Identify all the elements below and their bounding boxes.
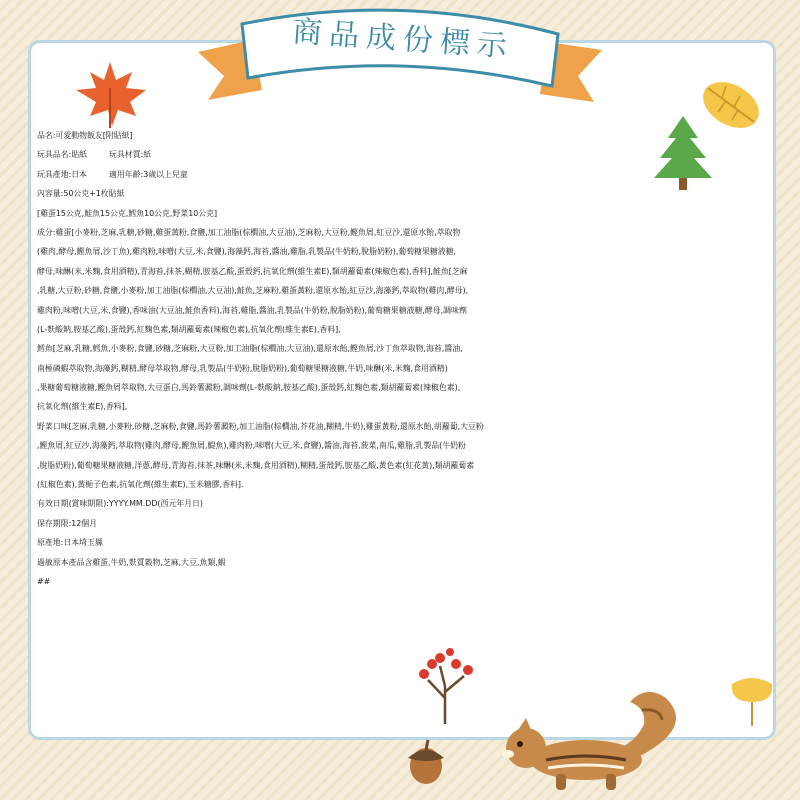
toy-material: 玩具材質:紙 xyxy=(109,150,152,160)
toy-name: 玩具品名:貼紙 xyxy=(37,150,88,160)
ingredient-label xyxy=(37,126,777,591)
content-breakdown: [雞蛋15公克,鮭魚15公克,鱈魚10公克,野菜10公克] xyxy=(37,208,218,218)
expiry-date: 有效日期(賞味期限):YYYY.MM.DD(西元年月日) xyxy=(37,499,204,509)
ingredient-line: 酵母,味醂(米,米麴,食用酒精),青海苔,抹茶,糊精,胺基乙酸,蛋殼鈣,抗氧化劑(維生素E),類胡蘿蔔素(辣椒色素),香料],鮭魚[芝麻 xyxy=(37,266,468,276)
origin-age-row xyxy=(37,165,777,184)
ginkgo-leaf-icon xyxy=(724,672,780,728)
ingredient-line: 鱈魚[芝麻,乳糖,鱈魚,小麥粉,食鹽,砂糖,芝麻粉,大豆粉,加工油脂(棕櫚油,大豆油),還原水飴,鰹魚屑,沙丁魚萃取物,海苔,醬油, xyxy=(37,344,463,354)
ingredient-line: 野菜口味[芝麻,乳糖,小麥粉,砂糖,芝麻粉,食鹽,馬鈴薯澱粉,加工油脂(棕櫚油,芥花油,糊精,牛奶),雞蛋黃粉,還原水飴,胡蘿蔔,大豆粉 xyxy=(37,421,484,431)
ingredient-line: 抗氧化劑(維生素E),香料], xyxy=(37,402,128,412)
berry-branch-icon xyxy=(410,646,480,726)
allergen-notice: 過敏原本產品含雞蛋,牛奶,麩質穀物,芝麻,大豆,魚類,蝦 xyxy=(37,557,226,567)
ingredient-line: 雞肉粉,味噌(大豆,米,食鹽),香味油(大豆油,鮭魚香料),海苔,雞脂,醬油,乳製品(牛奶粉,脫脂奶粉),葡萄糖果糖液糖,酵母,調味劑 xyxy=(37,305,467,315)
ingredient-line: ,乳糖,大豆粉,砂糖,食鹽,小麥粉,加工油脂(棕櫚油,大豆油),鮭魚,芝麻粉,雞蛋黃粉,還原水飴,紅豆沙,海藻鈣,萃取物(雞肉,酵母), xyxy=(37,286,469,296)
banner-title: 商品成份標示 xyxy=(291,14,515,65)
maple-leaf-icon xyxy=(70,58,150,130)
toy-info-row xyxy=(37,145,777,164)
country-of-origin: 原產地:日本埼玉縣 xyxy=(37,538,103,548)
age-range: 適用年齡:3歲以上兒童 xyxy=(109,169,188,179)
net-content: 內容量:50公克+1枚貼紙 xyxy=(37,189,125,199)
ingredient-line: 成分:雞蛋[小麥粉,芝麻,乳糖,砂糖,雞蛋黃粉,食鹽,加工油脂(棕櫚油,大豆油),芝麻粉,大豆粉,鰹魚屑,紅豆沙,還原水飴,萃取物 xyxy=(37,227,461,237)
ingredient-line: (雞肉,酵母,鰹魚屑,沙丁魚),雞肉粉,味噌(大豆,米,食鹽),海藻鈣,海苔,醬油,雞脂,乳製品(牛奶粉,脫脂奶粉),葡萄糖果糖液糖, xyxy=(37,247,457,257)
ingredient-line: ,脫脂奶粉),葡萄糖果糖液糖,洋蔥,酵母,青海苔,抹茶,味醂(米,米麴,食用酒精),糊精,蛋殼鈣,胺基乙酸,黃色素(紅花黃),類胡蘿蔔素 xyxy=(37,460,475,470)
acorn-icon xyxy=(404,736,448,788)
shelf-life: 保存期限:12個月 xyxy=(37,518,98,528)
ingredient-line: (紅椒色素),黃梔子色素,抗氧化劑(維生素E),玉米糖膠,香料]. xyxy=(37,480,244,490)
toy-origin: 玩具產地:日本 xyxy=(37,169,88,179)
squirrel-icon xyxy=(496,688,696,800)
ingredient-line: (L-麩酸鈉,胺基乙酸),蛋殼鈣,紅麴色素,類胡蘿蔔素(辣椒色素),抗氧化劑(維生素E),香料], xyxy=(37,324,341,334)
ingredient-line: 南極磷蝦萃取物,海藻鈣,糊精,酵母萃取物,酵母,乳製品(牛奶粉,脫脂奶粉),葡萄糖果糖液糖,牛奶,味醂(米,米麴,食用酒精) xyxy=(37,363,448,373)
ingredient-line: ,果糖葡萄糖液糖,鰹魚屑萃取物,大豆蛋白,馬鈴薯澱粉,調味劑(L-麩酸鈉,胺基乙酸),蛋殼鈣,紅麴色素,類胡蘿蔔素(辣椒色素), xyxy=(37,383,461,393)
end-mark: ## xyxy=(37,576,51,586)
product-name: 品名:可愛動物飯友[附貼紙] xyxy=(37,131,133,140)
ingredient-line: ,鰹魚屑,紅豆沙,海藻鈣,萃取物(雞肉,酵母,鰹魚屑,鯷魚),雞肉粉,味噌(大豆,米,食鹽),醬油,海苔,菠菜,南瓜,雞脂,乳製品(牛奶粉 xyxy=(37,441,466,451)
